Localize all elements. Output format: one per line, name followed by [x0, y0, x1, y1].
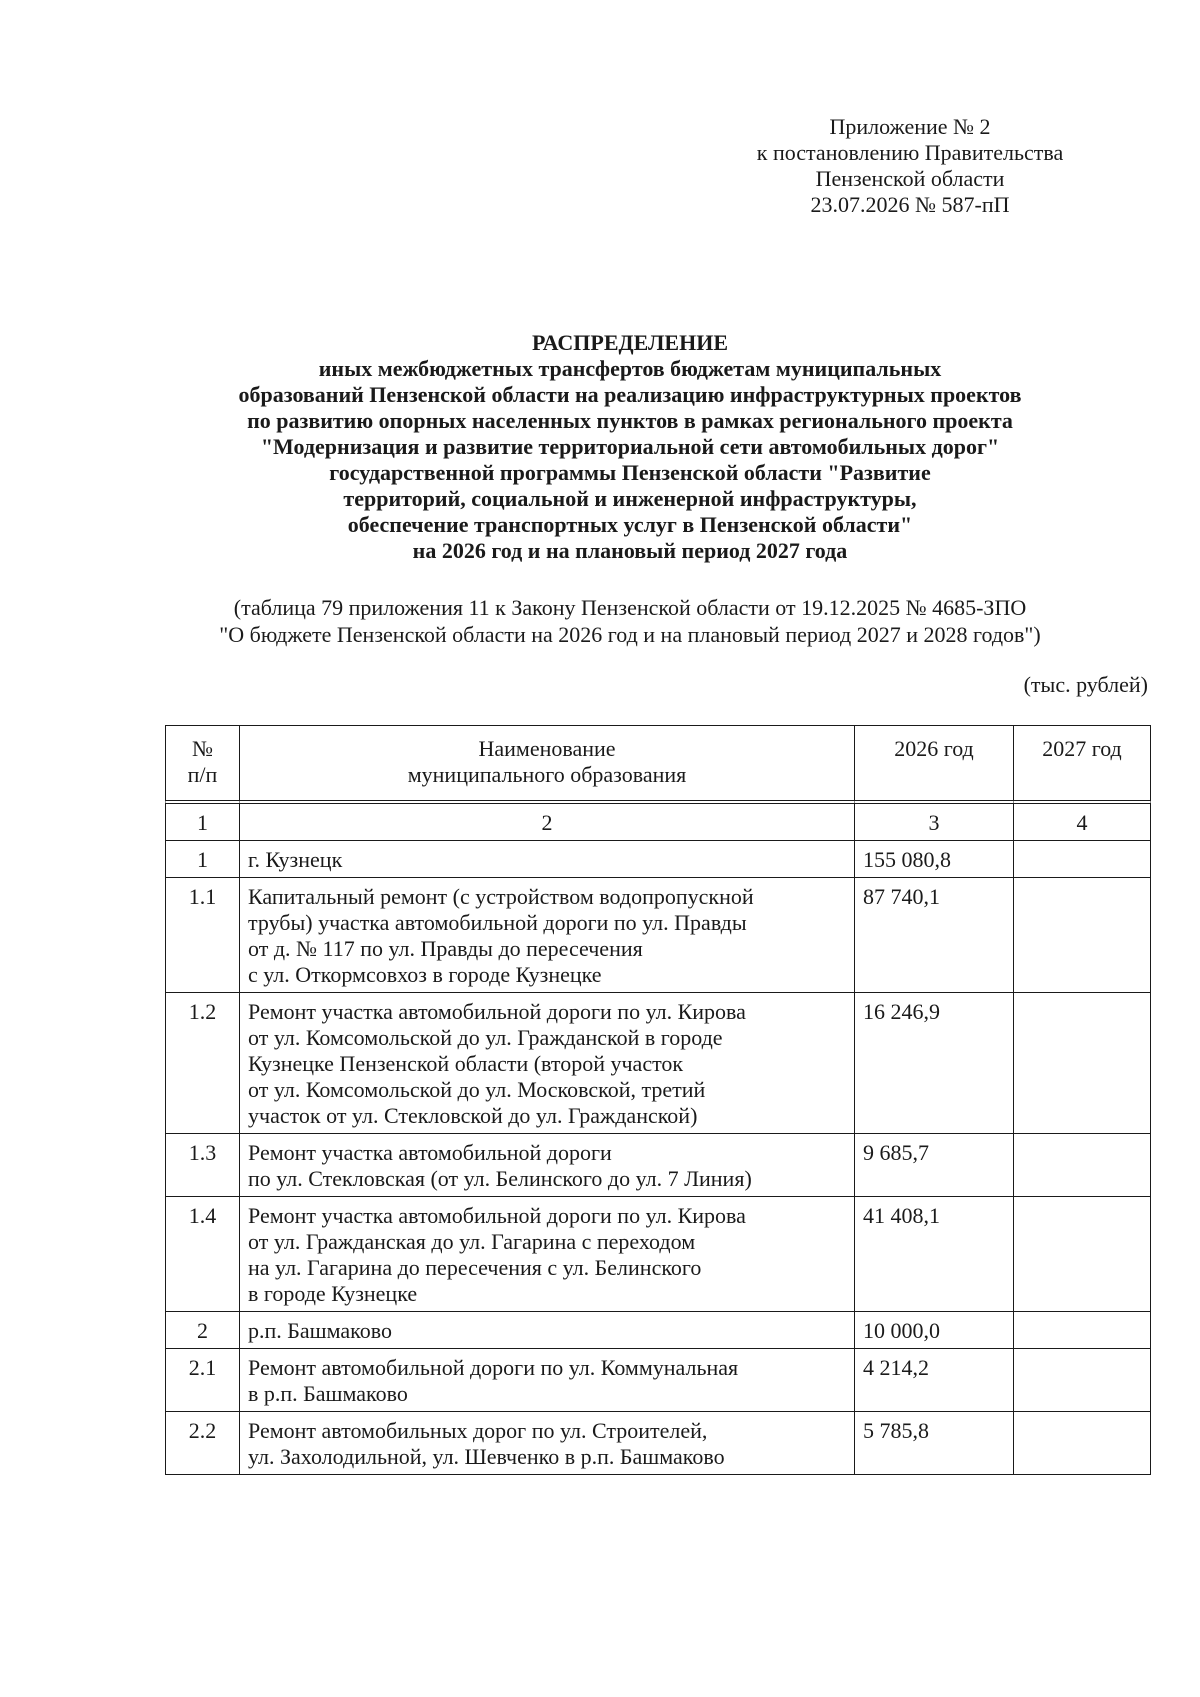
table-row — [165, 841, 1151, 878]
row-value-2026: 5 785,8 — [855, 1412, 1014, 1475]
title-line: территорий, социальной и инженерной инфраструктуры, — [343, 486, 917, 511]
table-row — [165, 878, 1151, 993]
row-value-2027 — [1014, 841, 1151, 878]
title-line: на 2026 год и на плановый период 2027 года — [412, 538, 848, 563]
row-name: Ремонт участка автомобильной дороги по ул. Стекловская (от ул. Белинского до ул. 7 Линия) — [240, 1134, 855, 1197]
row-value-2027 — [1014, 878, 1151, 993]
row-value-2027 — [1014, 1197, 1151, 1312]
title-line: "Модернизация и развитие территориальной сети автомобильных дорог" — [260, 434, 1000, 459]
header-number: № п/п — [165, 725, 240, 804]
row-number: 1.3 — [165, 1134, 240, 1197]
annex-number: Приложение № 2 — [829, 114, 991, 139]
annex-region: Пензенской области — [815, 166, 1005, 191]
column-number: 1 — [165, 804, 240, 841]
column-number: 3 — [855, 804, 1014, 841]
header-year-2026: 2026 год — [855, 725, 1014, 804]
annex-block — [700, 114, 1120, 218]
title-line: образований Пензенской области на реализацию инфраструктурных проектов — [238, 382, 1022, 407]
header-year-2027: 2027 год — [1014, 725, 1151, 804]
row-value-2027 — [1014, 1349, 1151, 1412]
row-name: Ремонт участка автомобильной дороги по ул. Кирова от ул. Комсомольской до ул. Гражданской в городе Кузнецке Пензенской области (второй участок от ул. Комсомольской до ул. Московской, третий участок от ул. Стекловской до ул. Гражданской) — [240, 993, 855, 1134]
row-name: р.п. Башмаково — [240, 1312, 855, 1349]
title-line: иных межбюджетных трансфертов бюджетам муниципальных — [318, 356, 942, 381]
table-header-row — [165, 725, 1151, 804]
row-value-2026: 87 740,1 — [855, 878, 1014, 993]
row-value-2026: 10 000,0 — [855, 1312, 1014, 1349]
row-value-2027 — [1014, 1312, 1151, 1349]
distribution-table — [165, 725, 1151, 1475]
row-number: 1.4 — [165, 1197, 240, 1312]
table-row — [165, 1312, 1151, 1349]
law-reference-line: "О бюджете Пензенской области на 2026 год и на плановый период 2027 и 2028 годов") — [219, 622, 1041, 647]
table-row — [165, 1412, 1151, 1475]
annex-decree: к постановлению Правительства — [756, 140, 1064, 165]
row-number: 2.2 — [165, 1412, 240, 1475]
row-value-2027 — [1014, 1134, 1151, 1197]
document-title — [150, 330, 1110, 564]
column-numbers-row — [165, 804, 1151, 841]
row-value-2026: 41 408,1 — [855, 1197, 1014, 1312]
row-name: Капитальный ремонт (с устройством водопропускной трубы) участка автомобильной дороги по ул. Правды от д. № 117 по ул. Правды до пересечения с ул. Откормсовхоз в городе Кузнецке — [240, 878, 855, 993]
title-heading: РАСПРЕДЕЛЕНИЕ — [531, 330, 728, 355]
row-number: 1 — [165, 841, 240, 878]
row-number: 2 — [165, 1312, 240, 1349]
law-reference-line: (таблица 79 приложения 11 к Закону Пензенской области от 19.12.2025 № 4685-ЗПО — [233, 595, 1027, 620]
table-row — [165, 1134, 1151, 1197]
header-municipality: Наименование муниципального образования — [240, 725, 855, 804]
title-line: обеспечение транспортных услуг в Пензенской области" — [347, 512, 913, 537]
annex-date-number: 23.07.2026 № 587-пП — [810, 192, 1010, 217]
table-row — [165, 993, 1151, 1134]
column-number: 2 — [240, 804, 855, 841]
row-value-2027 — [1014, 993, 1151, 1134]
row-number: 1.1 — [165, 878, 240, 993]
table-row — [165, 1349, 1151, 1412]
row-name: Ремонт участка автомобильной дороги по ул. Кирова от ул. Гражданская до ул. Гагарина с переходом на ул. Гагарина до пересечения с ул. Белинского в городе Кузнецке — [240, 1197, 855, 1312]
row-value-2026: 4 214,2 — [855, 1349, 1014, 1412]
row-value-2026: 16 246,9 — [855, 993, 1014, 1134]
row-value-2027 — [1014, 1412, 1151, 1475]
title-line: государственной программы Пензенской области "Развитие — [329, 460, 931, 485]
row-name: Ремонт автомобильной дороги по ул. Коммунальная в р.п. Башмаково — [240, 1349, 855, 1412]
row-number: 1.2 — [165, 993, 240, 1134]
law-reference — [150, 594, 1110, 648]
column-number: 4 — [1014, 804, 1151, 841]
title-line: по развитию опорных населенных пунктов в рамках регионального проекта — [247, 408, 1013, 433]
table-row — [165, 1197, 1151, 1312]
row-name: Ремонт автомобильных дорог по ул. Строителей, ул. Захолодильной, ул. Шевченко в р.п. Башмаково — [240, 1412, 855, 1475]
row-value-2026: 155 080,8 — [855, 841, 1014, 878]
row-value-2026: 9 685,7 — [855, 1134, 1014, 1197]
row-number: 2.1 — [165, 1349, 240, 1412]
row-name: г. Кузнецк — [240, 841, 855, 878]
units-label: (тыс. рублей) — [1023, 672, 1148, 697]
